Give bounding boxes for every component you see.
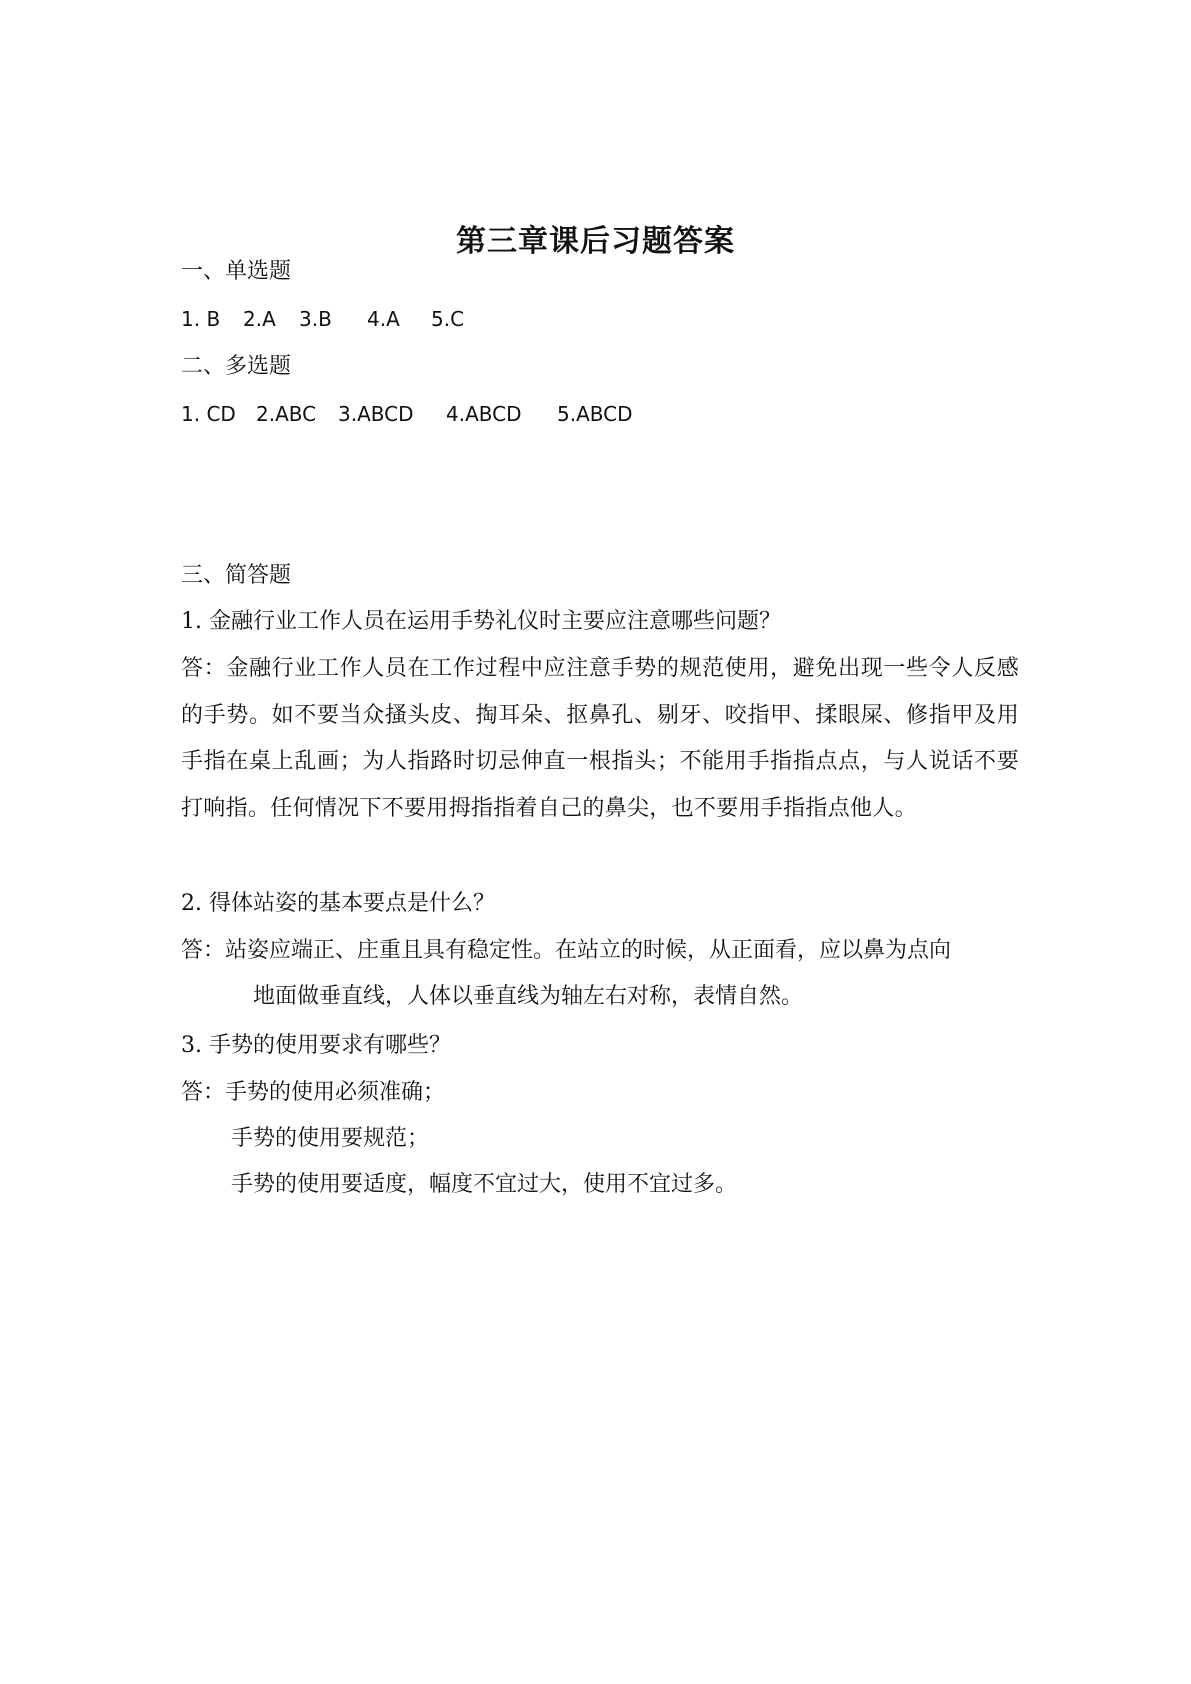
question-2: 2. 得体站姿的基本要点是什么？ [181,891,495,916]
answer-item: 4.ABCD [446,402,522,426]
answer-3-line-3: 手势的使用要适度，幅度不宜过大，使用不宜过多。 [231,1172,738,1197]
answer-2-line-2: 地面做垂直线，人体以垂直线为轴左右对称，表情自然。 [253,984,804,1009]
multiple-choice-answers [181,398,633,430]
answer-3-line-1: 答：手势的使用必须准确； [181,1080,446,1105]
answer-item: 2.ABC [256,402,317,426]
answer-1: 答：金融行业工作人员在工作过程中应注意手势的规范使用，避免出现一些令人反感的手势。如不要当众搔头皮、掏耳朵、抠鼻孔、剔牙、咬指甲、揉眼屎、修指甲及用手指在桌上乱画；为人指路时切忌伸直一根指头；不能用手指指点点，与人说话不要打响指。任何情况下不要用拇指指着自己的鼻尖，也不要用手指指点他人。 [181,656,1019,821]
page-title: 第三章课后习题答案 [456,224,735,259]
single-choice-answers [181,303,464,335]
section-heading-multiple-choice: 二、多选题 [181,354,292,379]
question-1: 1. 金融行业工作人员在运用手势礼仪时主要应注意哪些问题？ [181,609,781,634]
answer-2-line-1: 答：站姿应端正、庄重且具有稳定性。在站立的时候，从正面看，应以鼻为点向 [181,938,952,963]
answer-item: 3.B [299,307,332,331]
answer-item: 1. CD [181,402,236,426]
answer-item: 5.ABCD [557,402,633,426]
answer-item: 5.C [431,307,465,331]
section-heading-single-choice: 一、单选题 [181,259,292,284]
question-3: 3. 手势的使用要求有哪些？ [181,1033,451,1058]
section-heading-short-answer: 三、简答题 [181,563,292,588]
answer-3-line-2: 手势的使用要规范； [231,1126,430,1151]
answer-item: 2.A [243,307,276,331]
answer-item: 4.A [367,307,400,331]
answer-item: 1. B [181,307,221,331]
answer-item: 3.ABCD [338,402,414,426]
answer-3 [181,1070,1019,1208]
answer-2 [181,928,1019,1020]
